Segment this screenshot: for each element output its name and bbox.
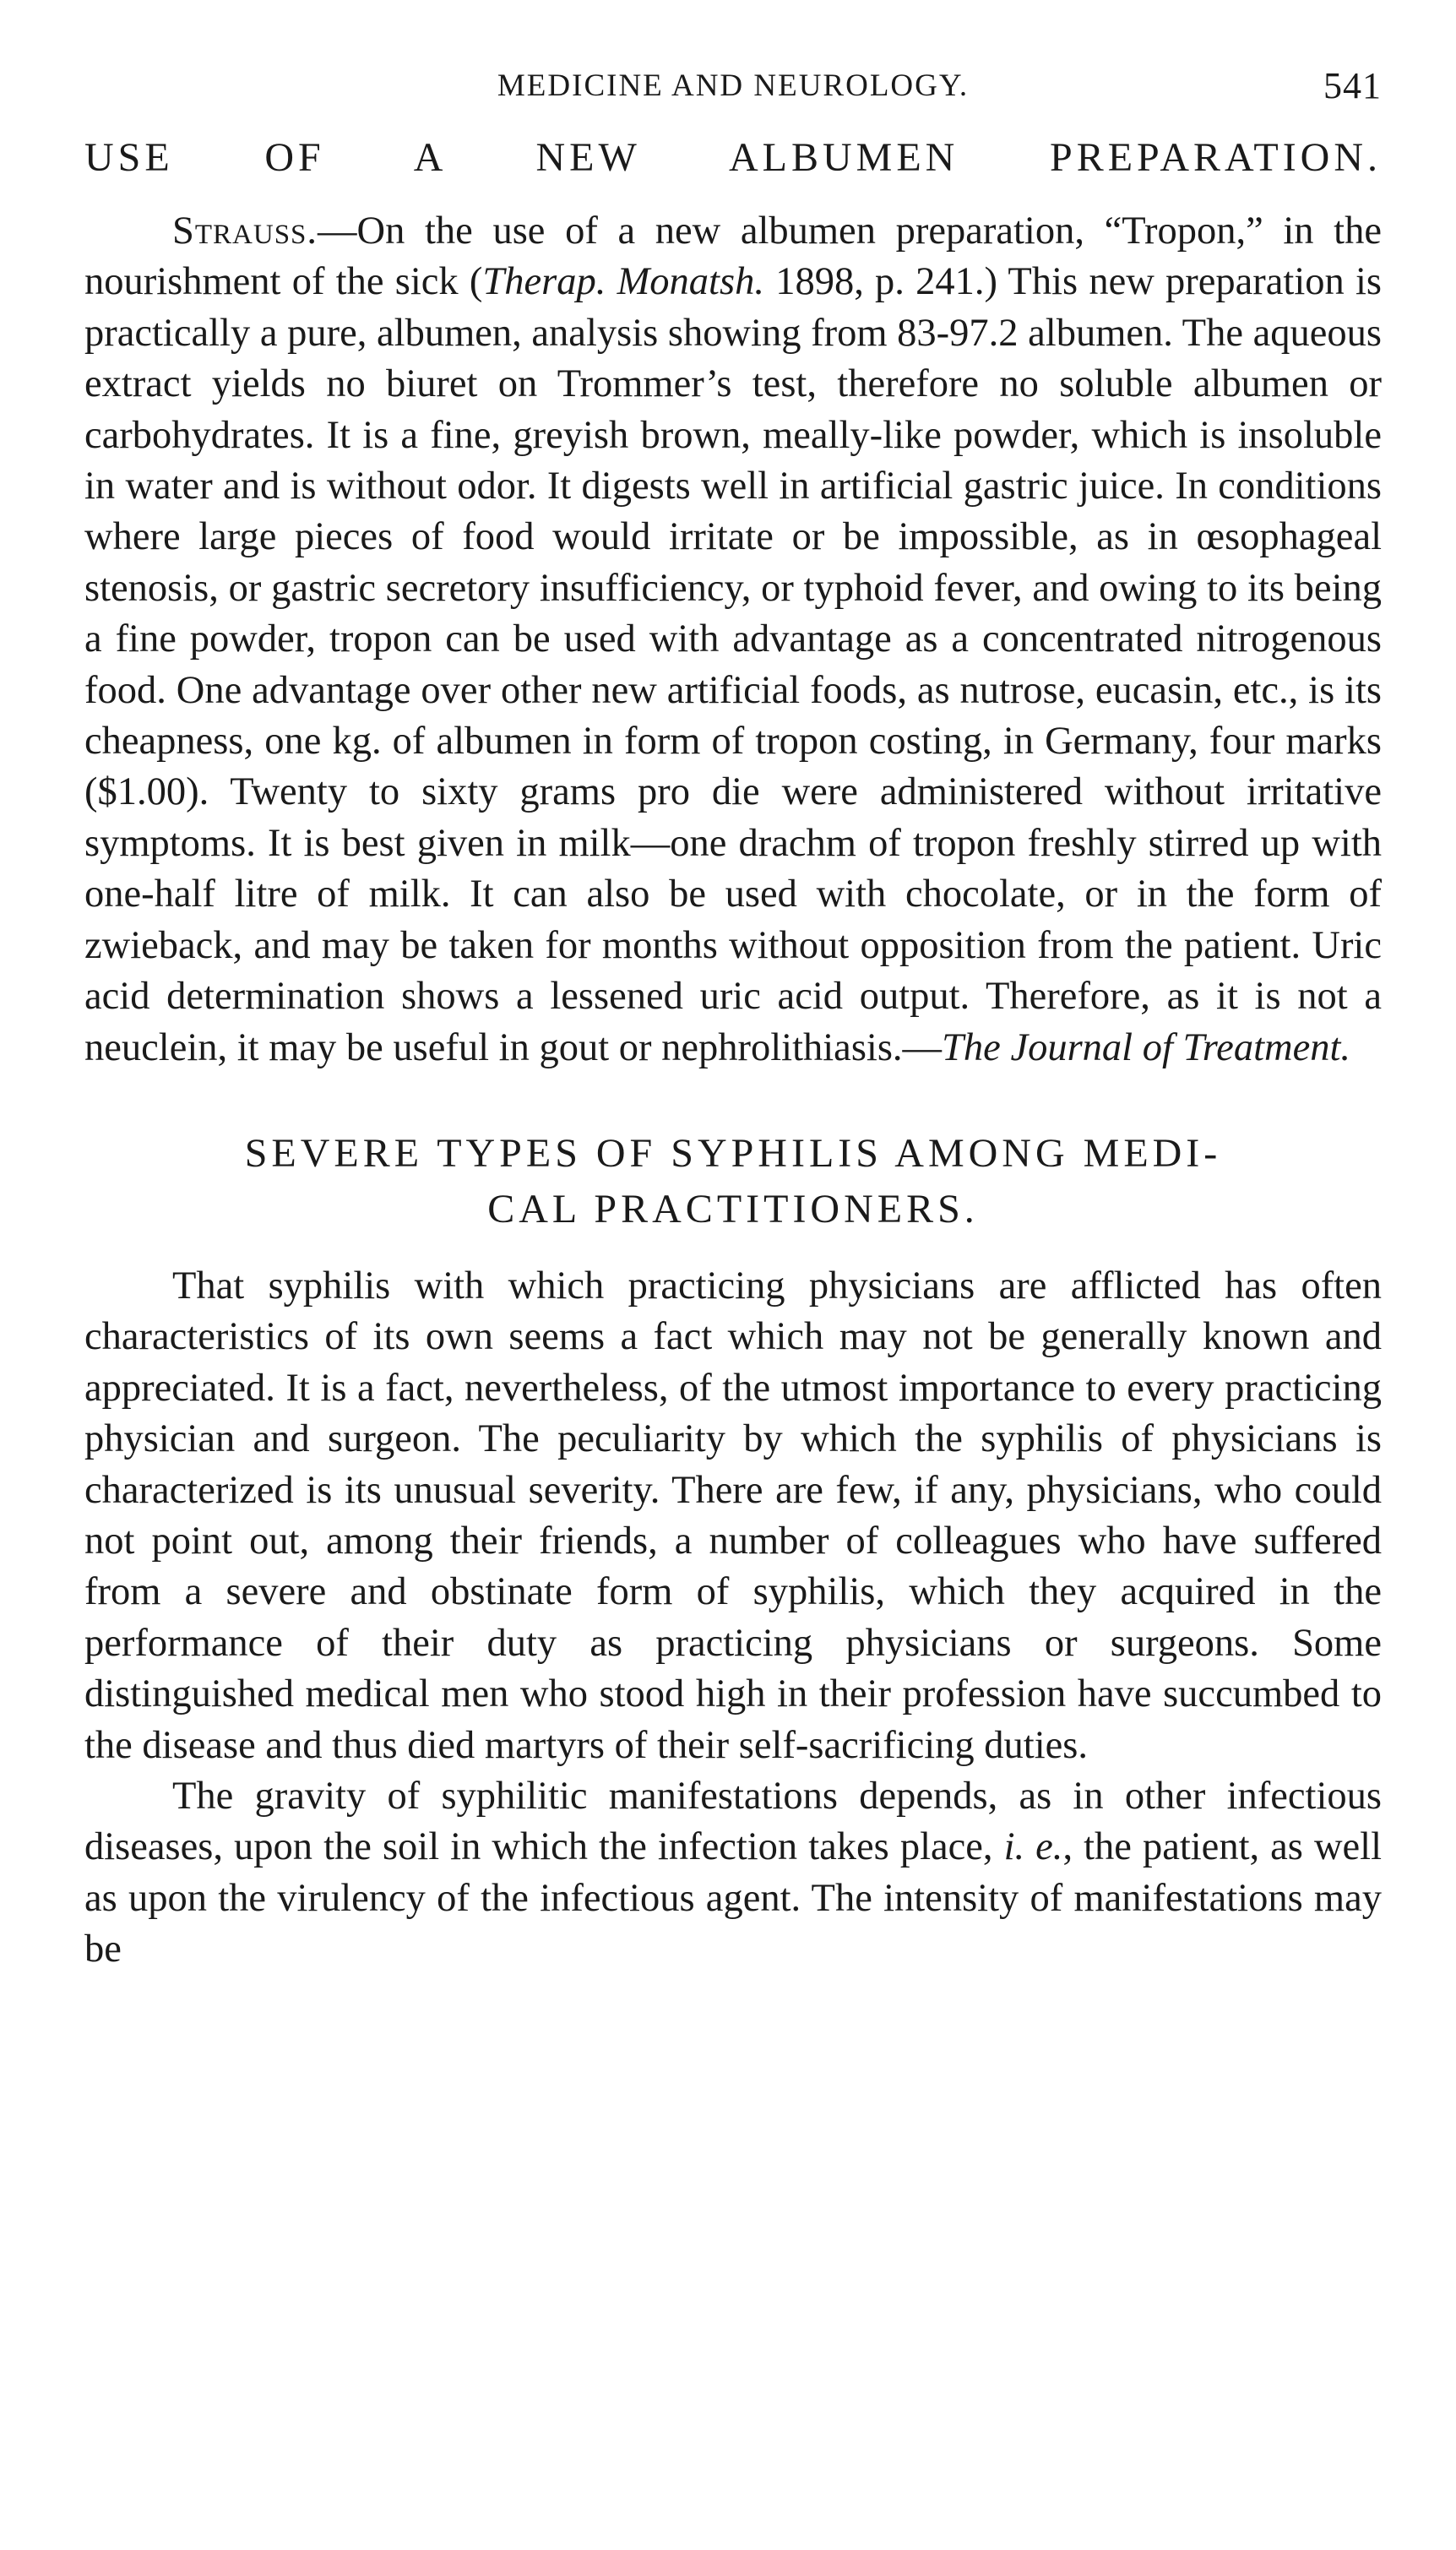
article-albumen-preparation — [84, 130, 1382, 1074]
citation-journal: Therap. Monatsh. — [482, 260, 764, 304]
book-page — [84, 65, 1382, 1976]
author-name: Strauss. — [172, 209, 318, 253]
article-paragraph — [84, 206, 1382, 1074]
page-number: 541 — [1323, 65, 1382, 106]
paragraph-text: , the patient, as well as upon the virulency of the infectious agent. The intensity of manifestations may be — [84, 1825, 1382, 1971]
running-header — [84, 65, 1382, 118]
article-title-line: CAL PRACTITIONERS. — [487, 1186, 979, 1232]
source-journal: The Journal of Treatment. — [942, 1025, 1350, 1069]
article-title: USE OF A NEW ALBUMEN PREPARATION. — [84, 135, 1382, 180]
article-title-line: SEVERE TYPES OF SYPHILIS AMONG MEDI- — [244, 1130, 1222, 1176]
italic-abbreviation: i. e. — [1003, 1825, 1063, 1869]
paragraph-text: —On the use of a new albumen preparation, “Tropon,” in the nourishment of the sick ( — [84, 209, 1382, 304]
paragraph-text: 1898, p. 241.) This new preparation is practically a pure, albumen, analysis showing from 83-97.2 albumen. The aqueous extract yields no biuret on Trommer’s test, therefore no soluble albumen or carbohydrates. It is a fine, greyish brown, meally-like powder, which is insoluble in water and is without odor. It digests well in artificial gastric juice. In conditions where large pieces of food would irritate or be impossible, as in œsophageal stenosis, or gastric secretory insufficiency, or typhoid fever, and owing to its being a fine powder, tropon can be used with advantage as a concentrated nitrogenous food. One advantage over other new artificial foods, as nutrose, eucasin, etc., is its cheapness, one kg. of albumen in form of tropon costing, in Germany, four marks ($1.00). Twenty to sixty grams pro die were administered without irritative symptoms. It is best given in milk—one drachm of tropon freshly stirred up with one-half litre of milk. It can also be used with chocolate, or in the form of zwieback, and may be taken for months without opposition from the patient. Uric acid determination shows a lessened uric acid output. Therefore, as it is not a neuclein, it may be useful in gout or nephrolithiasis.— — [84, 260, 1382, 1069]
article-title — [84, 1126, 1382, 1237]
article-syphilis-practitioners — [84, 1126, 1382, 1976]
article-paragraph: That syphilis with which practicing physicians are afflicted has often characteristics of its own seems a fact which may not be generally known and appreciated. It is a fact, nevertheless, of the utmost importance to every practicing physician and surgeon. The peculiarity by which the syphilis of physicians is characterized is its unusual severity. There are few, if any, physicians, who could not point out, among their friends, a number of colleagues who have suffered from a severe and obstinate form of syphilis, which they acquired in the performance of their duty as practicing physicians or surgeons. Some distinguished medical men who stood high in their profession have succumbed to the disease and thus died martyrs of their self-sacrificing duties. — [84, 1264, 1382, 1767]
paragraph-text: The gravity of syphilitic manifestations depends, as in other infectious diseases, upon the soil in which the infection takes place, — [84, 1774, 1382, 1869]
running-title: MEDICINE AND NEUROLOGY. — [497, 68, 970, 103]
article-paragraph — [84, 1771, 1382, 1976]
